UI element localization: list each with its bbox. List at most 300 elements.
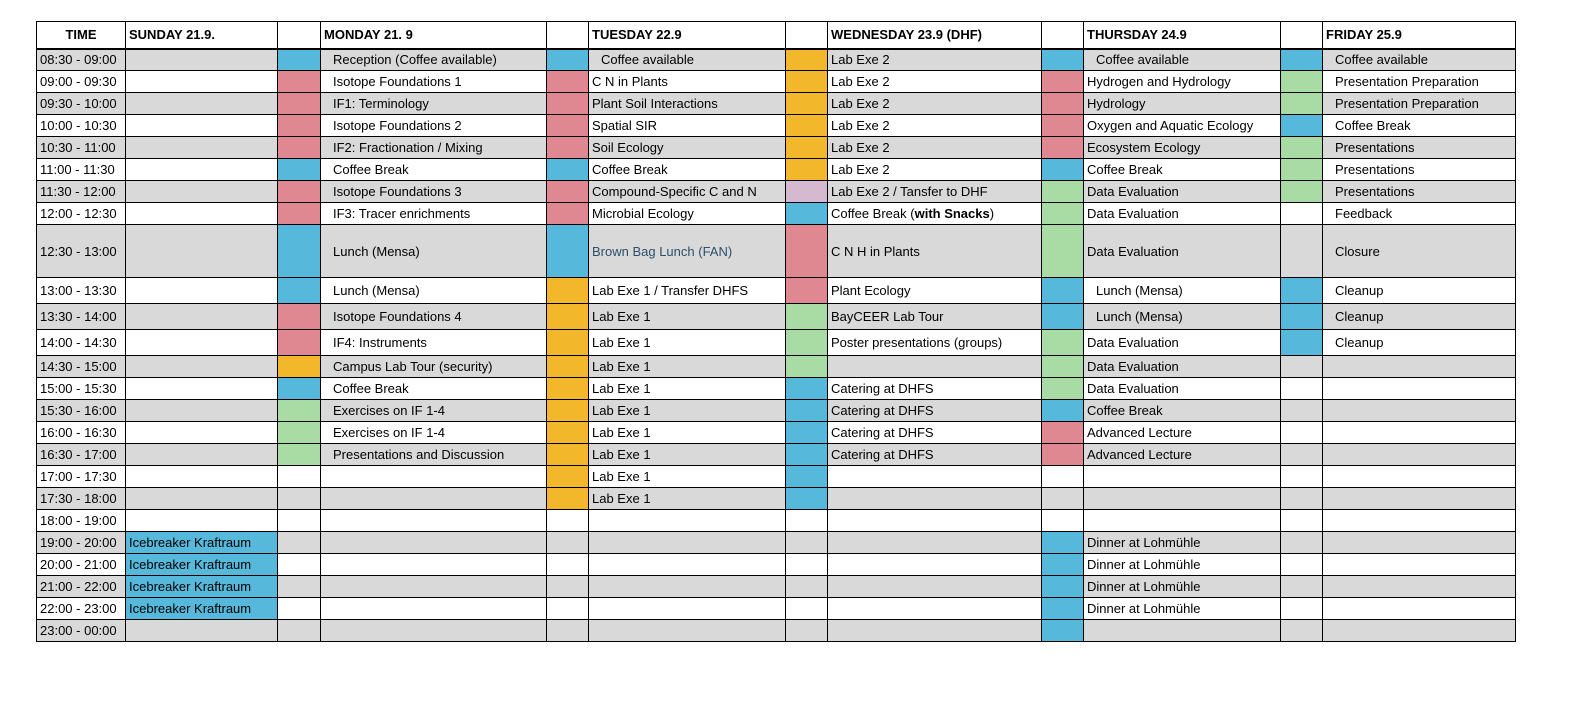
activity-cell xyxy=(126,330,278,356)
category-color-cell xyxy=(1281,422,1323,444)
category-color-cell xyxy=(1042,510,1084,532)
activity-cell: Plant Ecology xyxy=(828,278,1042,304)
activity-cell xyxy=(1323,620,1516,642)
activity-cell: Compound-Specific C and N xyxy=(589,181,786,203)
activity-cell xyxy=(321,598,547,620)
category-color-cell xyxy=(1042,356,1084,378)
category-color-cell xyxy=(278,93,321,115)
activity-cell xyxy=(126,304,278,330)
category-color-cell xyxy=(1042,137,1084,159)
activity-cell: Plant Soil Interactions xyxy=(589,93,786,115)
activity-text-bold: with Snacks xyxy=(914,206,990,221)
activity-text: ) xyxy=(989,206,995,221)
activity-cell xyxy=(126,225,278,278)
schedule-row xyxy=(37,49,1516,71)
activity-cell: C N in Plants xyxy=(589,71,786,93)
category-color-cell xyxy=(1042,488,1084,510)
activity-cell: Lab Exe 2 xyxy=(828,49,1042,71)
activity-cell: Hydrology xyxy=(1084,93,1281,115)
activity-cell: Closure xyxy=(1323,225,1516,278)
category-color-cell xyxy=(1281,400,1323,422)
schedule-body xyxy=(37,49,1516,642)
category-color-cell xyxy=(1281,598,1323,620)
category-color-cell xyxy=(1281,203,1323,225)
category-color-cell xyxy=(786,422,828,444)
category-color-cell xyxy=(278,400,321,422)
activity-cell: Isotope Foundations 3 xyxy=(321,181,547,203)
category-color-cell xyxy=(278,356,321,378)
activity-cell xyxy=(321,510,547,532)
category-color-cell xyxy=(1281,488,1323,510)
color-header xyxy=(786,22,828,49)
category-color-cell xyxy=(1281,49,1323,71)
activity-cell xyxy=(589,620,786,642)
schedule-row xyxy=(37,225,1516,278)
category-color-cell xyxy=(278,444,321,466)
activity-cell xyxy=(126,49,278,71)
color-header xyxy=(1042,22,1084,49)
category-color-cell xyxy=(1281,554,1323,576)
category-color-cell xyxy=(1281,71,1323,93)
activity-cell xyxy=(828,356,1042,378)
category-color-cell xyxy=(547,159,589,181)
category-color-cell xyxy=(1281,466,1323,488)
activity-cell: Lab Exe 1 xyxy=(589,488,786,510)
schedule-row xyxy=(37,203,1516,225)
category-color-cell xyxy=(278,49,321,71)
category-color-cell xyxy=(547,488,589,510)
day-header: WEDNESDAY 23.9 (DHF) xyxy=(828,22,1042,49)
activity-cell xyxy=(126,93,278,115)
category-color-cell xyxy=(786,278,828,304)
schedule-row xyxy=(37,304,1516,330)
category-color-cell xyxy=(1042,49,1084,71)
category-color-cell xyxy=(547,400,589,422)
category-color-cell xyxy=(1042,203,1084,225)
activity-cell xyxy=(828,554,1042,576)
category-color-cell xyxy=(278,554,321,576)
day-header: SUNDAY 21.9. xyxy=(126,22,278,49)
activity-cell: Isotope Foundations 1 xyxy=(321,71,547,93)
activity-cell xyxy=(1323,510,1516,532)
header-row xyxy=(37,22,1516,49)
activity-cell xyxy=(321,620,547,642)
activity-cell: IF2: Fractionation / Mixing xyxy=(321,137,547,159)
activity-cell: Hydrogen and Hydrology xyxy=(1084,71,1281,93)
activity-cell: Oxygen and Aquatic Ecology xyxy=(1084,115,1281,137)
category-color-cell xyxy=(547,510,589,532)
activity-cell: Icebreaker Kraftraum xyxy=(126,554,278,576)
schedule-row xyxy=(37,422,1516,444)
activity-cell: Soil Ecology xyxy=(589,137,786,159)
category-color-cell xyxy=(278,159,321,181)
activity-cell: Coffee Break xyxy=(589,159,786,181)
category-color-cell xyxy=(1042,532,1084,554)
category-color-cell xyxy=(1042,159,1084,181)
activity-cell: Lab Exe 2 xyxy=(828,71,1042,93)
activity-cell: Dinner at Lohmühle xyxy=(1084,576,1281,598)
category-color-cell xyxy=(1042,444,1084,466)
activity-cell xyxy=(126,115,278,137)
time-cell: 09:30 - 10:00 xyxy=(37,93,126,115)
category-color-cell xyxy=(786,225,828,278)
activity-cell xyxy=(828,488,1042,510)
activity-cell: Microbial Ecology xyxy=(589,203,786,225)
category-color-cell xyxy=(278,576,321,598)
activity-cell: Presentations xyxy=(1323,181,1516,203)
time-cell: 20:00 - 21:00 xyxy=(37,554,126,576)
category-color-cell xyxy=(786,115,828,137)
category-color-cell xyxy=(547,378,589,400)
schedule-row xyxy=(37,576,1516,598)
activity-cell: Dinner at Lohmühle xyxy=(1084,598,1281,620)
activity-cell: Presentations and Discussion xyxy=(321,444,547,466)
category-color-cell xyxy=(278,466,321,488)
activity-cell: Coffee Break xyxy=(321,378,547,400)
schedule-row xyxy=(37,115,1516,137)
schedule-row xyxy=(37,278,1516,304)
category-color-cell xyxy=(547,598,589,620)
category-color-cell xyxy=(547,554,589,576)
activity-cell xyxy=(126,510,278,532)
schedule-row xyxy=(37,356,1516,378)
category-color-cell xyxy=(1281,532,1323,554)
activity-cell xyxy=(1323,488,1516,510)
activity-cell xyxy=(828,620,1042,642)
activity-cell: Lab Exe 1 xyxy=(589,304,786,330)
time-cell: 14:30 - 15:00 xyxy=(37,356,126,378)
category-color-cell xyxy=(1281,444,1323,466)
category-color-cell xyxy=(786,444,828,466)
category-color-cell xyxy=(278,71,321,93)
activity-text: Coffee Break ( xyxy=(831,206,915,221)
category-color-cell xyxy=(1281,510,1323,532)
category-color-cell xyxy=(1281,278,1323,304)
activity-cell xyxy=(589,554,786,576)
activity-cell xyxy=(1323,554,1516,576)
category-color-cell xyxy=(547,93,589,115)
activity-cell: Cleanup xyxy=(1323,278,1516,304)
activity-cell: Ecosystem Ecology xyxy=(1084,137,1281,159)
category-color-cell xyxy=(786,554,828,576)
category-color-cell xyxy=(1281,304,1323,330)
category-color-cell xyxy=(786,203,828,225)
activity-cell xyxy=(1323,532,1516,554)
schedule-row xyxy=(37,93,1516,115)
category-color-cell xyxy=(1042,598,1084,620)
category-color-cell xyxy=(1042,422,1084,444)
time-cell: 13:00 - 13:30 xyxy=(37,278,126,304)
category-color-cell xyxy=(547,422,589,444)
category-color-cell xyxy=(786,330,828,356)
category-color-cell xyxy=(547,356,589,378)
category-color-cell xyxy=(547,532,589,554)
time-cell: 17:00 - 17:30 xyxy=(37,466,126,488)
activity-cell: Presentations xyxy=(1323,137,1516,159)
activity-cell: Data Evaluation xyxy=(1084,225,1281,278)
activity-cell: Lab Exe 1 xyxy=(589,422,786,444)
category-color-cell xyxy=(786,159,828,181)
category-color-cell xyxy=(547,225,589,278)
activity-cell: Lunch (Mensa) xyxy=(1084,304,1281,330)
category-color-cell xyxy=(1042,554,1084,576)
category-color-cell xyxy=(278,422,321,444)
day-header: FRIDAY 25.9 xyxy=(1323,22,1516,49)
activity-cell xyxy=(321,532,547,554)
category-color-cell xyxy=(786,488,828,510)
activity-cell: Lunch (Mensa) xyxy=(321,278,547,304)
category-color-cell xyxy=(547,278,589,304)
time-cell: 14:00 - 14:30 xyxy=(37,330,126,356)
time-cell: 13:30 - 14:00 xyxy=(37,304,126,330)
time-cell: 16:30 - 17:00 xyxy=(37,444,126,466)
category-color-cell xyxy=(1042,378,1084,400)
activity-cell: Icebreaker Kraftraum xyxy=(126,532,278,554)
category-color-cell xyxy=(1281,159,1323,181)
category-color-cell xyxy=(547,49,589,71)
category-color-cell xyxy=(786,304,828,330)
category-color-cell xyxy=(547,330,589,356)
activity-cell: Catering at DHFS xyxy=(828,400,1042,422)
schedule-row xyxy=(37,532,1516,554)
activity-cell xyxy=(126,159,278,181)
time-cell: 15:00 - 15:30 xyxy=(37,378,126,400)
category-color-cell xyxy=(278,278,321,304)
category-color-cell xyxy=(278,181,321,203)
time-header: TIME xyxy=(37,22,126,49)
activity-cell: Feedback xyxy=(1323,203,1516,225)
activity-cell: IF1: Terminology xyxy=(321,93,547,115)
activity-cell xyxy=(126,444,278,466)
activity-cell xyxy=(126,378,278,400)
schedule-row xyxy=(37,378,1516,400)
activity-cell xyxy=(321,576,547,598)
activity-cell: Coffee Break xyxy=(321,159,547,181)
activity-cell xyxy=(126,400,278,422)
color-header xyxy=(278,22,321,49)
activity-cell: Lab Exe 2 xyxy=(828,159,1042,181)
schedule-row xyxy=(37,466,1516,488)
category-color-cell xyxy=(547,181,589,203)
activity-cell: Coffee Break xyxy=(1084,159,1281,181)
activity-cell: Data Evaluation xyxy=(1084,203,1281,225)
activity-cell xyxy=(126,137,278,159)
activity-cell: Lab Exe 2 xyxy=(828,93,1042,115)
schedule-row xyxy=(37,620,1516,642)
category-color-cell xyxy=(278,304,321,330)
category-color-cell xyxy=(1042,181,1084,203)
category-color-cell xyxy=(278,203,321,225)
activity-cell xyxy=(126,488,278,510)
activity-cell: Lab Exe 1 / Transfer DHFS xyxy=(589,278,786,304)
schedule-row xyxy=(37,71,1516,93)
time-cell: 11:30 - 12:00 xyxy=(37,181,126,203)
category-color-cell xyxy=(1281,330,1323,356)
activity-cell xyxy=(828,532,1042,554)
category-color-cell xyxy=(786,620,828,642)
category-color-cell xyxy=(1281,181,1323,203)
activity-cell: Cleanup xyxy=(1323,330,1516,356)
schedule-row xyxy=(37,554,1516,576)
activity-cell: Reception (Coffee available) xyxy=(321,49,547,71)
activity-cell: Lunch (Mensa) xyxy=(1084,278,1281,304)
category-color-cell xyxy=(1042,576,1084,598)
category-color-cell xyxy=(786,532,828,554)
activity-cell xyxy=(1084,510,1281,532)
activity-cell: Catering at DHFS xyxy=(828,444,1042,466)
day-header: MONDAY 21. 9 xyxy=(321,22,547,49)
category-color-cell xyxy=(278,225,321,278)
schedule-row xyxy=(37,510,1516,532)
activity-cell: Lab Exe 1 xyxy=(589,378,786,400)
category-color-cell xyxy=(278,598,321,620)
category-color-cell xyxy=(278,532,321,554)
schedule-row xyxy=(37,400,1516,422)
activity-cell xyxy=(321,466,547,488)
time-cell: 23:00 - 00:00 xyxy=(37,620,126,642)
activity-cell xyxy=(1323,356,1516,378)
category-color-cell xyxy=(786,181,828,203)
time-cell: 16:00 - 16:30 xyxy=(37,422,126,444)
activity-cell xyxy=(126,71,278,93)
category-color-cell xyxy=(1042,330,1084,356)
day-header: THURSDAY 24.9 xyxy=(1084,22,1281,49)
activity-cell xyxy=(1084,620,1281,642)
schedule-row xyxy=(37,181,1516,203)
activity-cell: Presentations xyxy=(1323,159,1516,181)
activity-cell: Data Evaluation xyxy=(1084,356,1281,378)
activity-cell xyxy=(126,181,278,203)
category-color-cell xyxy=(786,598,828,620)
activity-cell xyxy=(589,532,786,554)
activity-cell xyxy=(828,466,1042,488)
category-color-cell xyxy=(1042,225,1084,278)
activity-cell xyxy=(589,576,786,598)
category-color-cell xyxy=(1042,115,1084,137)
schedule-row xyxy=(37,137,1516,159)
activity-cell: Advanced Lecture xyxy=(1084,444,1281,466)
activity-cell: Icebreaker Kraftraum xyxy=(126,598,278,620)
activity-cell: Lab Exe 2 xyxy=(828,137,1042,159)
activity-cell: Coffee available xyxy=(1323,49,1516,71)
activity-cell: Lab Exe 1 xyxy=(589,356,786,378)
activity-cell: Exercises on IF 1-4 xyxy=(321,422,547,444)
category-color-cell xyxy=(278,378,321,400)
time-cell: 21:00 - 22:00 xyxy=(37,576,126,598)
category-color-cell xyxy=(786,576,828,598)
schedule-row xyxy=(37,330,1516,356)
activity-cell xyxy=(828,576,1042,598)
time-cell: 12:30 - 13:00 xyxy=(37,225,126,278)
activity-cell: Catering at DHFS xyxy=(828,422,1042,444)
category-color-cell xyxy=(1042,278,1084,304)
activity-cell xyxy=(126,278,278,304)
category-color-cell xyxy=(278,620,321,642)
category-color-cell xyxy=(1281,115,1323,137)
category-color-cell xyxy=(1042,71,1084,93)
category-color-cell xyxy=(547,444,589,466)
time-cell: 17:30 - 18:00 xyxy=(37,488,126,510)
activity-cell xyxy=(1323,444,1516,466)
activity-cell xyxy=(1323,576,1516,598)
category-color-cell xyxy=(1281,620,1323,642)
time-cell: 12:00 - 12:30 xyxy=(37,203,126,225)
activity-cell: Advanced Lecture xyxy=(1084,422,1281,444)
activity-cell xyxy=(589,510,786,532)
category-color-cell xyxy=(547,71,589,93)
category-color-cell xyxy=(786,400,828,422)
activity-cell: Lab Exe 2 / Tansfer to DHF xyxy=(828,181,1042,203)
activity-cell: Exercises on IF 1-4 xyxy=(321,400,547,422)
time-cell: 18:00 - 19:00 xyxy=(37,510,126,532)
activity-cell: Brown Bag Lunch (FAN) xyxy=(589,225,786,278)
time-cell: 22:00 - 23:00 xyxy=(37,598,126,620)
category-color-cell xyxy=(786,466,828,488)
activity-cell: Poster presentations (groups) xyxy=(828,330,1042,356)
time-cell: 19:00 - 20:00 xyxy=(37,532,126,554)
time-cell: 11:00 - 11:30 xyxy=(37,159,126,181)
category-color-cell xyxy=(547,576,589,598)
day-header: TUESDAY 22.9 xyxy=(589,22,786,49)
category-color-cell xyxy=(1281,378,1323,400)
category-color-cell xyxy=(547,304,589,330)
activity-cell xyxy=(589,598,786,620)
activity-cell: Presentation Preparation xyxy=(1323,71,1516,93)
activity-cell: IF3: Tracer enrichments xyxy=(321,203,547,225)
activity-cell: Lab Exe 1 xyxy=(589,444,786,466)
activity-cell xyxy=(1323,598,1516,620)
category-color-cell xyxy=(278,510,321,532)
activity-cell: BayCEER Lab Tour xyxy=(828,304,1042,330)
category-color-cell xyxy=(278,488,321,510)
category-color-cell xyxy=(278,330,321,356)
activity-cell xyxy=(828,510,1042,532)
activity-cell: Isotope Foundations 2 xyxy=(321,115,547,137)
activity-cell: Lab Exe 1 xyxy=(589,466,786,488)
time-cell: 08:30 - 09:00 xyxy=(37,49,126,71)
activity-cell: Cleanup xyxy=(1323,304,1516,330)
activity-cell: Data Evaluation xyxy=(1084,378,1281,400)
activity-cell xyxy=(1084,488,1281,510)
category-color-cell xyxy=(786,49,828,71)
schedule-row xyxy=(37,159,1516,181)
activity-cell xyxy=(126,466,278,488)
activity-cell: Icebreaker Kraftraum xyxy=(126,576,278,598)
activity-cell: Coffee Break xyxy=(1323,115,1516,137)
activity-cell xyxy=(1323,378,1516,400)
category-color-cell xyxy=(786,93,828,115)
activity-cell xyxy=(1323,466,1516,488)
category-color-cell xyxy=(278,115,321,137)
category-color-cell xyxy=(1042,304,1084,330)
activity-cell xyxy=(1084,466,1281,488)
activity-cell xyxy=(126,422,278,444)
activity-cell: Lab Exe 1 xyxy=(589,330,786,356)
activity-cell xyxy=(126,203,278,225)
activity-cell: Coffee available xyxy=(589,49,786,71)
category-color-cell xyxy=(547,466,589,488)
category-color-cell xyxy=(1042,466,1084,488)
activity-cell xyxy=(1323,400,1516,422)
category-color-cell xyxy=(1042,400,1084,422)
category-color-cell xyxy=(547,620,589,642)
activity-cell: Campus Lab Tour (security) xyxy=(321,356,547,378)
activity-cell: Catering at DHFS xyxy=(828,378,1042,400)
schedule-row xyxy=(37,598,1516,620)
category-color-cell xyxy=(786,510,828,532)
schedule-row xyxy=(37,444,1516,466)
activity-cell xyxy=(1323,422,1516,444)
